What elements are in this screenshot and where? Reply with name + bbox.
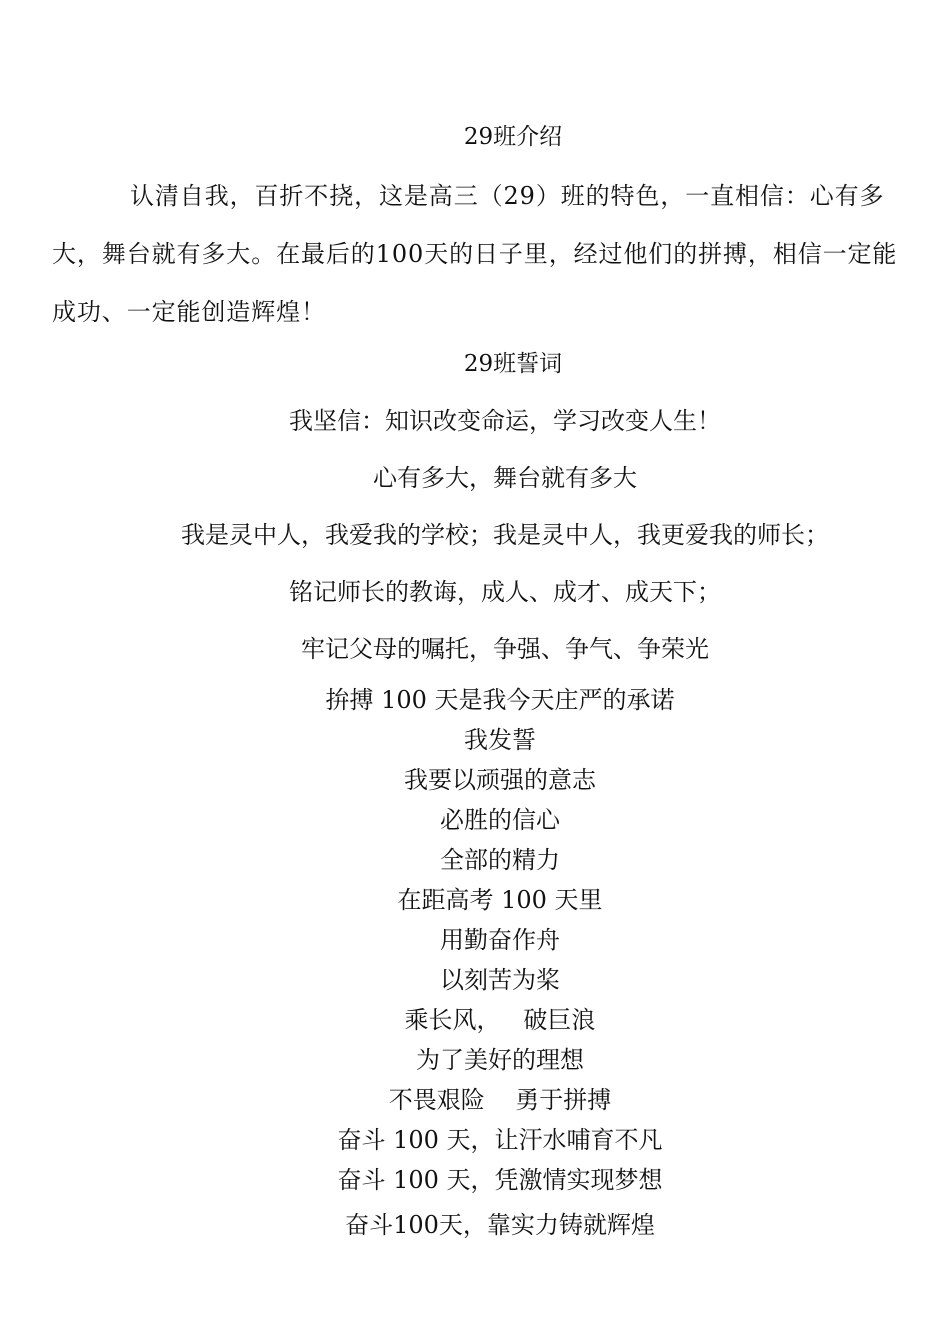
intro-paragraph <box>52 176 902 350</box>
oath-line: 用勤奋作舟 <box>440 926 560 954</box>
oath-title: 29班誓词 <box>463 351 563 377</box>
intro-line: 大，舞台就有多大。在最后的100天的日子里，经过他们的拼搏，相信一定能 <box>52 240 898 268</box>
oath-line: 以刻苦为桨 <box>440 966 560 994</box>
oath-line: 乘长风， 破巨浪 <box>404 1006 596 1034</box>
oath-line: 牢记父母的嘱托，争强、争气、争荣光 <box>301 635 709 663</box>
oath-line: 全部的精力 <box>440 846 560 874</box>
oath-line: 我发誓 <box>464 726 536 754</box>
oath-line: 心有多大，舞台就有多大 <box>373 464 637 492</box>
oath-line: 拚搏 100 天是我今天庄严的承诺 <box>325 686 675 714</box>
oath-line: 我坚信：知识改变命运，学习改变人生！ <box>289 407 721 435</box>
oath-line: 奋斗 100 天，凭激情实现梦想 <box>337 1166 663 1194</box>
oath-line: 我是灵中人，我爱我的学校；我是灵中人，我更爱我的师长； <box>181 521 829 549</box>
oath-line: 必胜的信心 <box>440 806 560 834</box>
oath-line: 在距高考 100 天里 <box>397 886 603 914</box>
oath-line: 为了美好的理想 <box>416 1046 584 1074</box>
oath-line: 奋斗 100 天，让汗水哺育不凡 <box>337 1126 663 1154</box>
intro-line: 认清自我，百折不挠，这是高三（29）班的特色，一直相信：心有多 <box>130 182 885 210</box>
oath-line: 奋斗100天，靠实力铸就辉煌 <box>345 1211 655 1239</box>
oath-line: 我要以顽强的意志 <box>404 766 596 794</box>
oath-line: 铭记师长的教诲，成人、成才、成天下； <box>289 578 721 606</box>
oath-line: 不畏艰险 勇于拼搏 <box>388 1086 612 1114</box>
intro-title: 29班介绍 <box>463 124 563 150</box>
intro-line: 成功、一定能创造辉煌！ <box>52 298 326 326</box>
